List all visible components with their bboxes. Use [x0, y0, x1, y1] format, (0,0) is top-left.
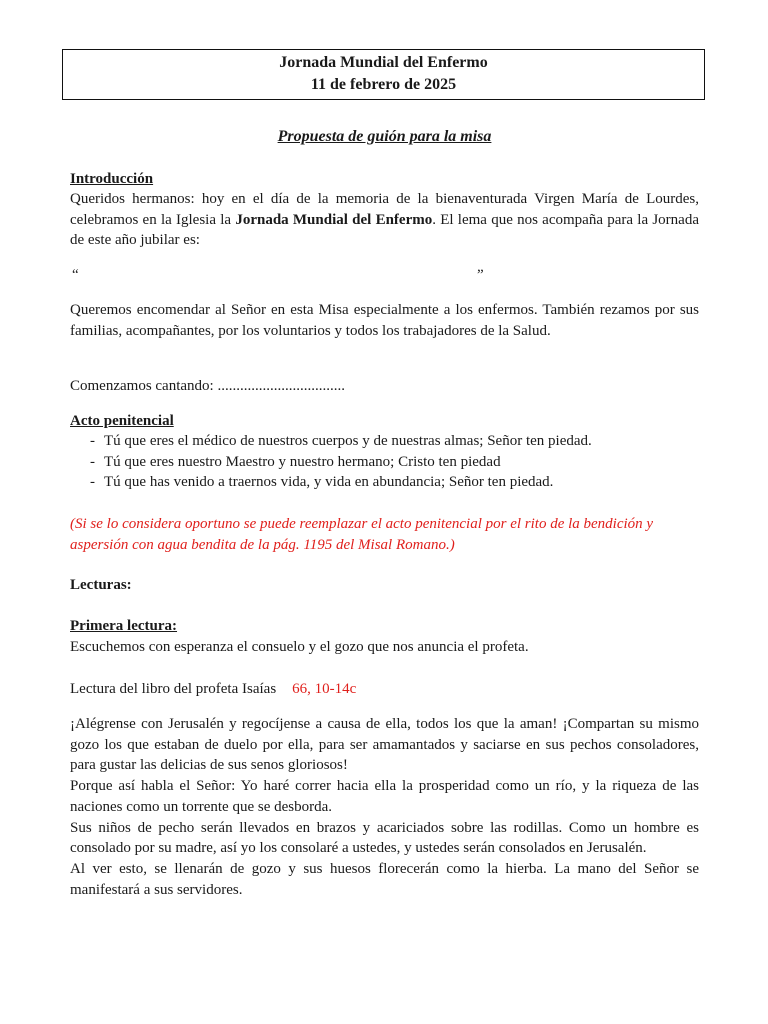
list-item: - Tú que eres nuestro Maestro y nuestro hermano; Cristo ten piedad — [70, 452, 699, 473]
acto-penitencial-list — [70, 431, 699, 493]
acto-penitencial-heading: Acto penitencial — [70, 413, 174, 429]
quote-close: ” — [477, 267, 484, 283]
lectura-paragraph: ¡Alégrense con Jerusalén y regocíjense a causa de ella, todos los que la aman! ¡Compartan su mismo gozo los que estaban de duelo por ella, para ser amamantados y saciarse en sus pechos consoladores, para gustar las delicias de sus senos gloriosos! — [70, 716, 699, 774]
rubric-note: (Si se lo considera oportuno se puede reemplazar el acto penitencial por el rito de la bendición y aspersión con agua bendita de la pág. 1195 del Misal Romano.) — [70, 516, 654, 553]
lectura-paragraph: Sus niños de pecho serán llevados en brazos y acariciados sobre las rodillas. Como un hombre es consolado por su madre, así yo los consolaré a ustedes, y ustedes serán consolados en Jerusalén. — [70, 819, 699, 857]
canto-entrada-line: Comenzamos cantando: .................................. — [70, 378, 345, 394]
list-item: - Tú que has venido a traernos vida, y vida en abundancia; Señor ten piedad. — [70, 472, 699, 493]
introduccion-heading: Introducción — [70, 171, 154, 187]
lectura-text — [70, 714, 699, 900]
title-box — [62, 49, 705, 100]
quote-open: “ — [72, 267, 79, 283]
motto-quote-line — [70, 265, 699, 285]
introduccion-text-end: . El lema que nos acompaña para la Jornada de este año jubilar es: — [70, 211, 699, 249]
lectura-paragraph: Porque así habla el Señor: Yo haré correr hacia ella la prosperidad como un río, y la riqueza de las naciones como un torrente que se desborda. — [70, 778, 699, 815]
primera-lectura-intro: Escuchemos con esperanza el consuelo y el gozo que nos anuncia el profeta. — [70, 639, 529, 655]
list-item: - Tú que eres el médico de nuestros cuerpos y de nuestras almas; Señor ten piedad. — [70, 431, 699, 452]
document-subtitle: Propuesta de guión para la misa — [277, 128, 492, 145]
introduccion-text-start: Queridos hermanos: hoy en el día de la memoria de la bienaventurada Virgen María de Lourdes, celebramos en la Iglesia la — [70, 191, 699, 228]
primera-lectura-heading: Primera lectura: — [70, 618, 178, 634]
document-title: Jornada Mundial del Enfermo — [279, 54, 488, 71]
lectura-reference: 66, 10-14c — [292, 681, 357, 697]
lectura-book: Lectura del libro del profeta Isaías — [70, 681, 277, 697]
intencion-paragraph: Queremos encomendar al Señor en esta Misa especialmente a los enfermos. También rezamos por sus familias, acompañantes, por los voluntarios y todos los trabajadores de la Salud. — [70, 302, 699, 339]
document-date: 11 de febrero de 2025 — [310, 76, 457, 93]
introduccion-paragraph — [70, 189, 699, 251]
lecturas-heading: Lecturas: — [70, 577, 132, 593]
lectura-paragraph: Al ver esto, se llenarán de gozo y sus huesos florecerán como la hierba. La mano del Señor se manifestará a sus servidores. — [70, 860, 699, 898]
lectura-title-line — [70, 679, 699, 700]
jornada-name: Jornada Mundial del Enfermo — [235, 211, 433, 228]
